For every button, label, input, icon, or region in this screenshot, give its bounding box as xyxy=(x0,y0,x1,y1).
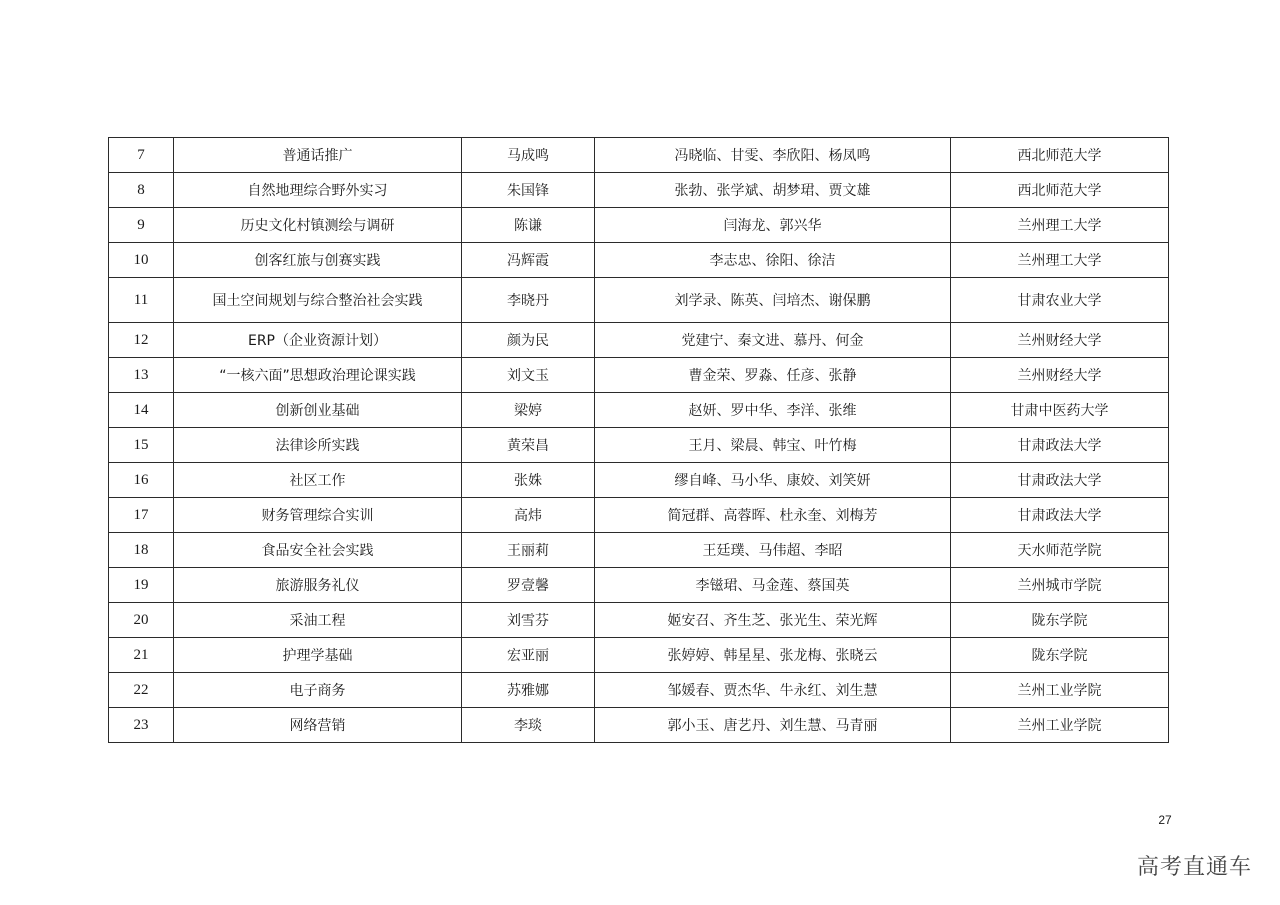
cell-members: 冯晓临、甘雯、李欣阳、杨凤鸣 xyxy=(595,138,951,173)
cell-members: 郭小玉、唐艺丹、刘生慧、马青丽 xyxy=(595,708,951,743)
cell-school: 兰州城市学院 xyxy=(951,568,1169,603)
cell-school: 兰州财经大学 xyxy=(951,323,1169,358)
cell-school: 兰州工业学院 xyxy=(951,673,1169,708)
cell-members: 刘学录、陈英、闫培杰、谢保鹏 xyxy=(595,278,951,323)
table-row xyxy=(109,278,1169,323)
cell-school: 甘肃中医药大学 xyxy=(951,393,1169,428)
cell-course: 旅游服务礼仪 xyxy=(174,568,462,603)
watermark-text: 高考直通车 xyxy=(1136,855,1252,880)
cell-members: 王廷璞、马伟超、李昭 xyxy=(595,533,951,568)
table-row xyxy=(109,208,1169,243)
cell-course: “一核六面”思想政治理论课实践 xyxy=(174,358,462,393)
cell-school: 甘肃政法大学 xyxy=(951,428,1169,463)
table-row xyxy=(109,708,1169,743)
cell-leader: 张姝 xyxy=(462,463,595,498)
cell-number: 16 xyxy=(109,463,174,498)
cell-course: 采油工程 xyxy=(174,603,462,638)
cell-school: 甘肃农业大学 xyxy=(951,278,1169,323)
cell-leader: 陈谦 xyxy=(462,208,595,243)
cell-school: 陇东学院 xyxy=(951,638,1169,673)
cell-number: 19 xyxy=(109,568,174,603)
cell-leader: 宏亚丽 xyxy=(462,638,595,673)
cell-leader: 李琰 xyxy=(462,708,595,743)
cell-members: 邹媛春、贾杰华、牛永红、刘生慧 xyxy=(595,673,951,708)
cell-number: 17 xyxy=(109,498,174,533)
cell-course: 食品安全社会实践 xyxy=(174,533,462,568)
table-row xyxy=(109,673,1169,708)
cell-leader: 罗壹馨 xyxy=(462,568,595,603)
table-row xyxy=(109,428,1169,463)
cell-course: 网络营销 xyxy=(174,708,462,743)
cell-members: 闫海龙、郭兴华 xyxy=(595,208,951,243)
cell-number: 12 xyxy=(109,323,174,358)
table-row xyxy=(109,173,1169,208)
table-row xyxy=(109,323,1169,358)
page-number: 27 xyxy=(1158,813,1172,827)
table-row xyxy=(109,463,1169,498)
cell-number: 10 xyxy=(109,243,174,278)
cell-members: 张婷婷、韩星星、张龙梅、张晓云 xyxy=(595,638,951,673)
cell-members: 党建宁、秦文进、慕丹、何金 xyxy=(595,323,951,358)
cell-leader: 冯辉霞 xyxy=(462,243,595,278)
cell-leader: 高炜 xyxy=(462,498,595,533)
cell-course: 护理学基础 xyxy=(174,638,462,673)
cell-number: 9 xyxy=(109,208,174,243)
table-row xyxy=(109,138,1169,173)
cell-number: 8 xyxy=(109,173,174,208)
table-row xyxy=(109,393,1169,428)
cell-number: 23 xyxy=(109,708,174,743)
cell-school: 西北师范大学 xyxy=(951,138,1169,173)
cell-leader: 颜为民 xyxy=(462,323,595,358)
cell-members: 李志忠、徐阳、徐洁 xyxy=(595,243,951,278)
cell-course: 自然地理综合野外实习 xyxy=(174,173,462,208)
table-row xyxy=(109,603,1169,638)
cell-leader: 李晓丹 xyxy=(462,278,595,323)
cell-number: 7 xyxy=(109,138,174,173)
cell-number: 14 xyxy=(109,393,174,428)
cell-number: 11 xyxy=(109,278,174,323)
cell-school: 兰州理工大学 xyxy=(951,208,1169,243)
cell-number: 18 xyxy=(109,533,174,568)
course-table xyxy=(108,137,1169,743)
cell-members: 张勃、张学斌、胡梦珺、贾文雄 xyxy=(595,173,951,208)
cell-school: 甘肃政法大学 xyxy=(951,498,1169,533)
cell-members: 缪自峰、马小华、康姣、刘笑妍 xyxy=(595,463,951,498)
cell-members: 简冠群、高蓉晖、杜永奎、刘梅芳 xyxy=(595,498,951,533)
cell-school: 陇东学院 xyxy=(951,603,1169,638)
cell-course: 创客红旅与创赛实践 xyxy=(174,243,462,278)
cell-leader: 黄荣昌 xyxy=(462,428,595,463)
cell-school: 兰州工业学院 xyxy=(951,708,1169,743)
cell-members: 曹金荣、罗淼、任彦、张静 xyxy=(595,358,951,393)
cell-leader: 苏雅娜 xyxy=(462,673,595,708)
cell-members: 王月、梁晨、韩宝、叶竹梅 xyxy=(595,428,951,463)
cell-members: 姬安召、齐生芝、张光生、荣光辉 xyxy=(595,603,951,638)
cell-leader: 王丽莉 xyxy=(462,533,595,568)
cell-school: 兰州理工大学 xyxy=(951,243,1169,278)
table-body xyxy=(109,138,1169,743)
cell-number: 13 xyxy=(109,358,174,393)
cell-school: 天水师范学院 xyxy=(951,533,1169,568)
table-row xyxy=(109,358,1169,393)
cell-leader: 朱国锋 xyxy=(462,173,595,208)
cell-course: 电子商务 xyxy=(174,673,462,708)
cell-course: ERP（企业资源计划） xyxy=(174,323,462,358)
table-row xyxy=(109,568,1169,603)
cell-course: 国土空间规划与综合整治社会实践 xyxy=(174,278,462,323)
cell-leader: 马成鸣 xyxy=(462,138,595,173)
cell-course: 历史文化村镇测绘与调研 xyxy=(174,208,462,243)
cell-course: 创新创业基础 xyxy=(174,393,462,428)
cell-school: 兰州财经大学 xyxy=(951,358,1169,393)
cell-course: 财务管理综合实训 xyxy=(174,498,462,533)
table-row xyxy=(109,498,1169,533)
cell-members: 赵妍、罗中华、李洋、张维 xyxy=(595,393,951,428)
table-row xyxy=(109,638,1169,673)
table-row xyxy=(109,533,1169,568)
cell-number: 20 xyxy=(109,603,174,638)
cell-members: 李镃珺、马金莲、蔡国英 xyxy=(595,568,951,603)
cell-leader: 梁婷 xyxy=(462,393,595,428)
cell-course: 法律诊所实践 xyxy=(174,428,462,463)
cell-number: 22 xyxy=(109,673,174,708)
cell-school: 西北师范大学 xyxy=(951,173,1169,208)
cell-leader: 刘雪芬 xyxy=(462,603,595,638)
cell-number: 21 xyxy=(109,638,174,673)
cell-number: 15 xyxy=(109,428,174,463)
cell-leader: 刘文玉 xyxy=(462,358,595,393)
table-row xyxy=(109,243,1169,278)
cell-course: 社区工作 xyxy=(174,463,462,498)
cell-school: 甘肃政法大学 xyxy=(951,463,1169,498)
cell-course: 普通话推广 xyxy=(174,138,462,173)
